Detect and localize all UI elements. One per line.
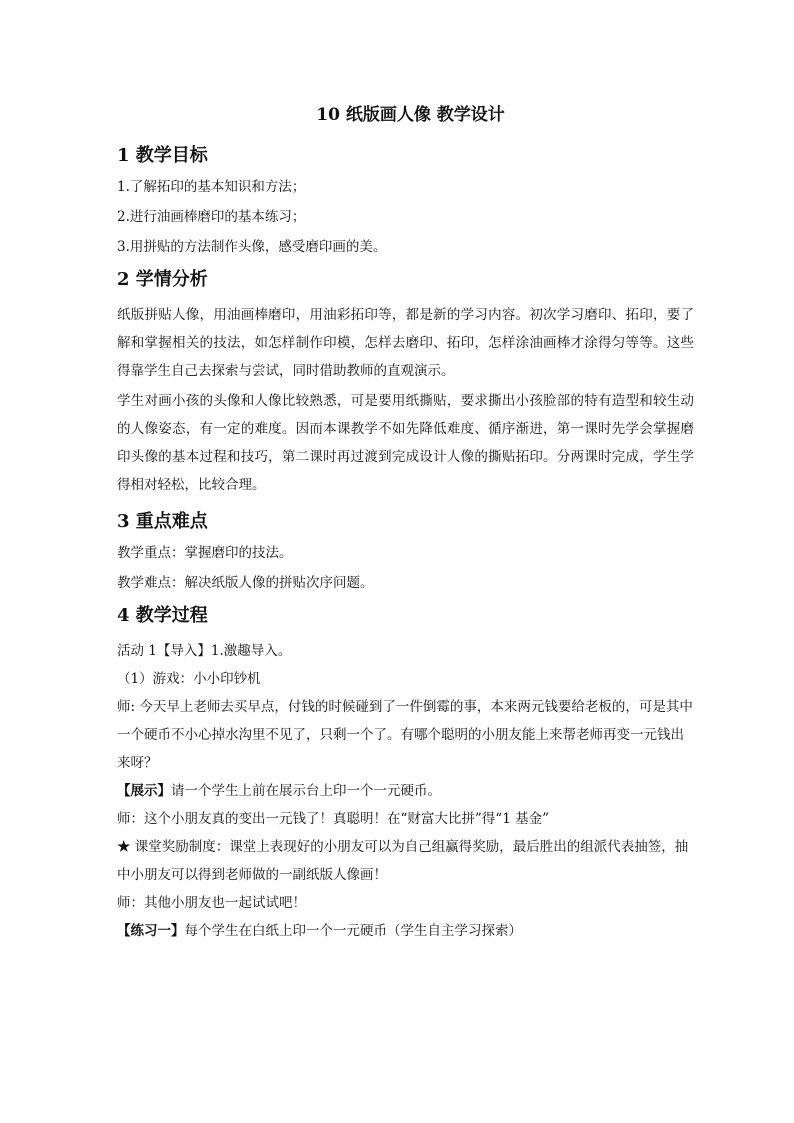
process-line <box>117 833 694 889</box>
key-point-item: 教学难点：解决纸版人像的拼贴次序问题。 <box>117 575 374 591</box>
process-line-text: 请一个学生上前在展示台上印一个一元硬币。 <box>171 783 441 799</box>
objective-item: 2.进行油画棒磨印的基本练习； <box>117 209 306 225</box>
process-line <box>117 889 694 917</box>
section-teaching-process <box>117 603 694 945</box>
analysis-paragraph: 学生对画小孩的头像和人像比较熟悉，可是要用纸撕贴，要求撕出小孩脸部的特有造型和较生动的人像姿态，有一定的难度。因而本课教学不如先降低难度、循序渐进，第一课时先学会掌握磨印头像的基本过程和技巧，第二课时再过渡到完成设计人像的撕贴拓印。分两课时完成，学生学得相对轻松，比较合理。 <box>117 393 694 493</box>
process-line <box>117 693 694 777</box>
process-line-tag: 【展示】 <box>117 783 171 799</box>
process-line <box>117 637 694 665</box>
process-line <box>117 917 694 945</box>
section-key-points <box>117 509 694 593</box>
analysis-paragraph: 纸版拼贴人像，用油画棒磨印，用油彩拓印等，都是新的学习内容。初次学习磨印、拓印，要了解和掌握相关的技法，如怎样制作印模，怎样去磨印、拓印，怎样涂油画棒才涂得匀等等。这些得靠学生自己去探索与尝试，同时借助教师的直观演示。 <box>117 307 694 379</box>
process-line-text: （1）游戏：小小印钞机 <box>117 671 261 687</box>
section-heading: 1 教学目标 <box>117 145 208 166</box>
process-line-text: 师：其他小朋友也一起试试吧！ <box>117 895 306 911</box>
document-title: 10 纸版画人像 教学设计 <box>316 105 505 125</box>
section-learner-analysis <box>117 267 694 499</box>
process-line-text: 每个学生在白纸上印一个一元硬币（学生自主学习探索） <box>184 923 522 939</box>
section-heading: 4 教学过程 <box>117 605 208 626</box>
process-line-text: 活动 1【导入】1.激趣导入。 <box>117 643 292 659</box>
process-line <box>117 777 694 805</box>
process-line-text: 师: 今天早上老师去买早点，付钱的时候碰到了一件倒霉的事，本来两元钱要给老板的，可是其中一个硬币不小心掉水沟里不见了，只剩一个了。有哪个聪明的小朋友能上来帮老师再变一元钱出来呀？ <box>117 699 693 771</box>
process-line <box>117 805 694 833</box>
process-line-tag: 【练习一】 <box>117 923 185 939</box>
process-line-text: ★ 课堂奖励制度：课堂上表现好的小朋友可以为自己组赢得奖励，最后胜出的组派代表抽签，抽中小朋友可以得到老师做的一副纸版人像画！ <box>117 839 689 883</box>
objective-item: 3.用拼贴的方法制作头像，感受磨印画的美。 <box>117 239 387 255</box>
section-teaching-objectives <box>117 143 694 257</box>
section-heading: 3 重点难点 <box>117 511 208 532</box>
section-heading: 2 学情分析 <box>117 269 208 290</box>
key-point-item: 教学重点：掌握磨印的技法。 <box>117 545 293 561</box>
process-line <box>117 665 694 693</box>
objective-item: 1.了解拓印的基本知识和方法； <box>117 179 306 195</box>
process-line-text: 师：这个小朋友真的变出一元钱了！真聪明！在“财富大比拼”得“1 基金” <box>117 811 549 827</box>
